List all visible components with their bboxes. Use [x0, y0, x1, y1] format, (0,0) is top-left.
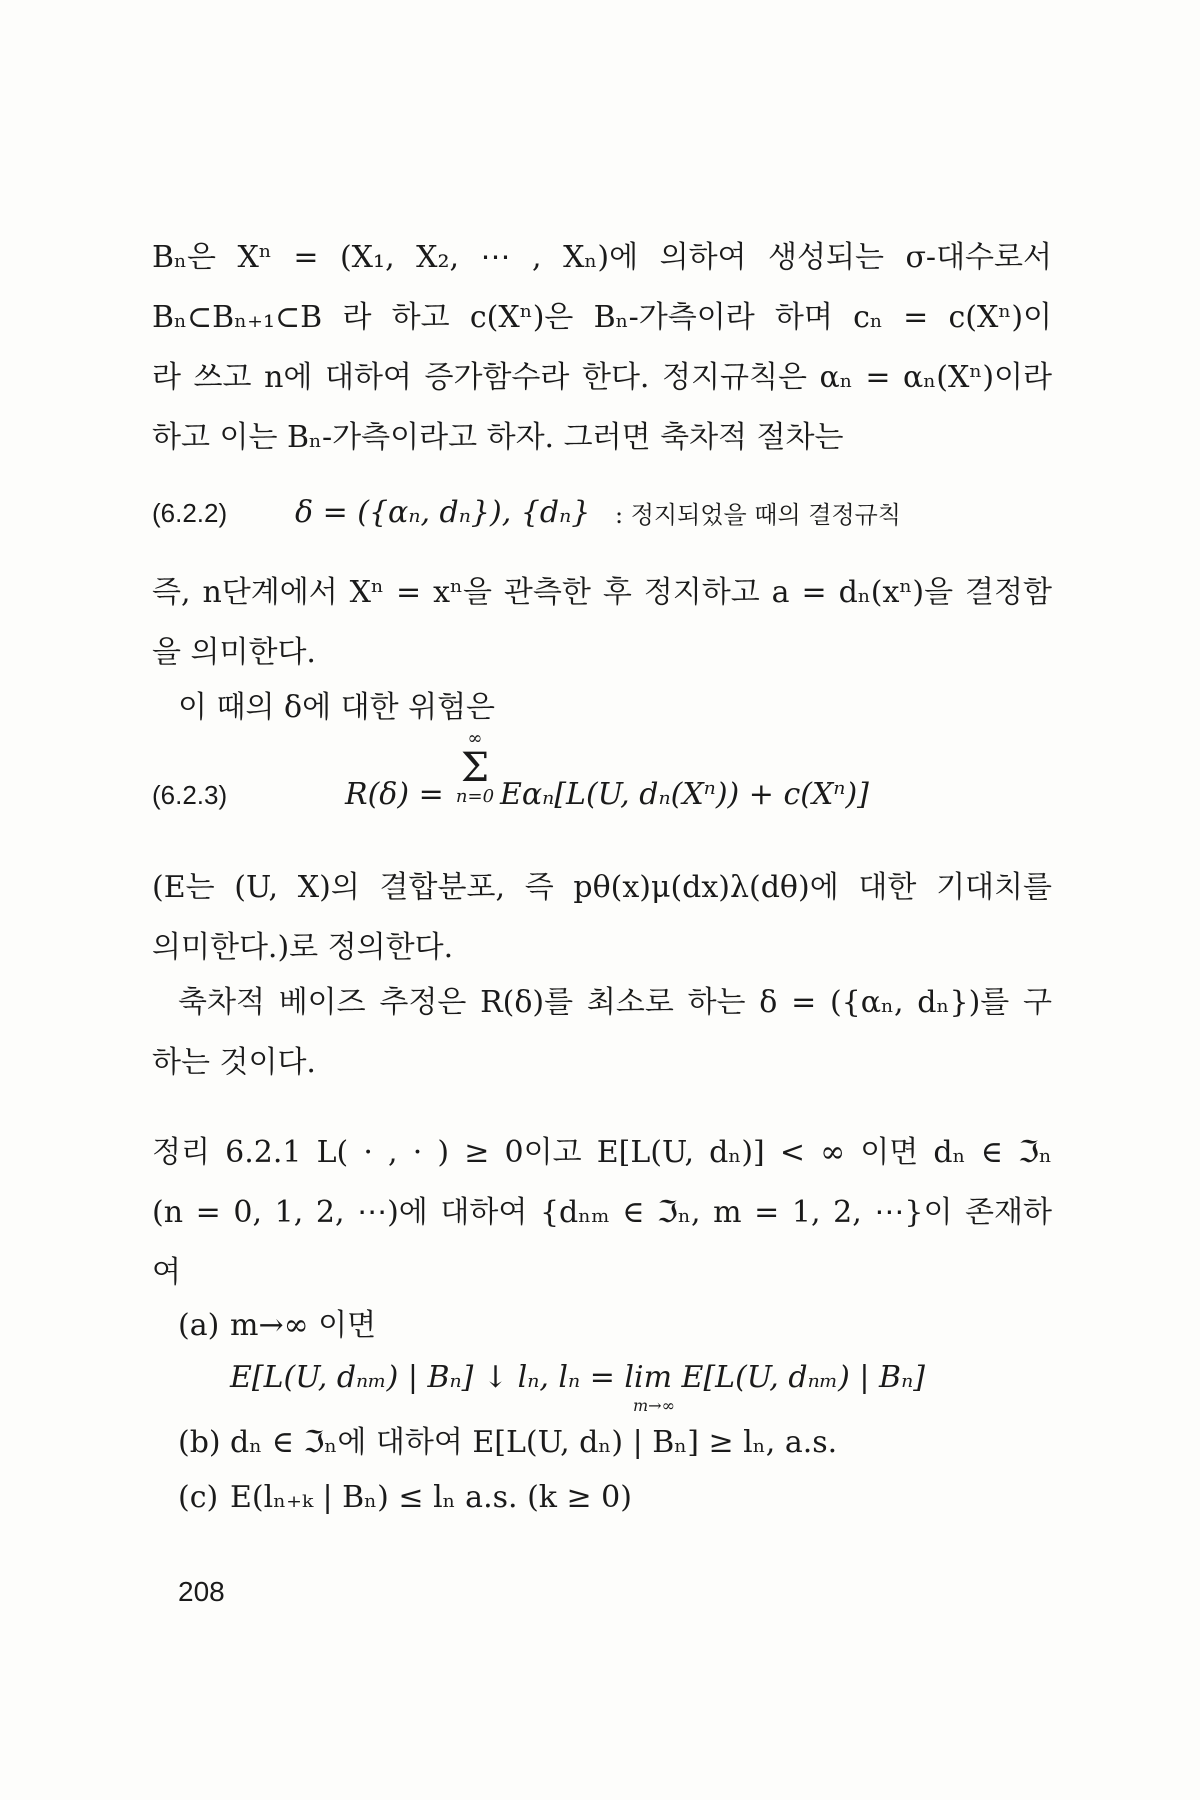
item-b-label: (b) [178, 1425, 221, 1460]
equation-6-2-2-note: : 정지되었을 때의 결정규칙 [615, 501, 901, 529]
equation-6-2-3-rhs: Eαₙ[L(U, dₙ(Xⁿ)) + c(Xⁿ)] [500, 777, 869, 812]
equation-number-6-2-2: (6.2.2) [152, 498, 228, 528]
paragraph-2-line-1: 즉, n단계에서 Xⁿ = xⁿ을 관측한 후 정지하고 a = dₙ(xⁿ)을 결정함 [152, 575, 1052, 610]
summation [455, 730, 495, 806]
paragraph-3-line-2: 의미한다.)로 정의한다. [152, 930, 454, 965]
paragraph-1-line-3: 라 쓰고 n에 대하여 증가함수라 한다. 정지규칙은 αₙ = αₙ(Xⁿ)이라 [152, 360, 1052, 395]
theorem-line-2: (n = 0, 1, 2, ⋯)에 대하여 {dₙₘ ∈ ℑₙ, m = 1, 2, ⋯}이 존재하 [152, 1195, 1052, 1230]
paragraph-2-line-3: 이 때의 δ에 대한 위험은 [178, 690, 496, 725]
paragraph-3-line-3: 축차적 베이즈 추정은 R(δ)를 최소로 하는 δ = ({αₙ, dₙ})를 구 [178, 985, 1052, 1020]
item-b-text: dₙ ∈ ℑₙ에 대하여 E[L(U, dₙ) | Bₙ] ≥ lₙ, a.s. [230, 1425, 838, 1460]
item-c-label: (c) [178, 1480, 219, 1515]
equation-6-2-2-body: δ = ({αₙ, dₙ}), {dₙ} [295, 495, 591, 530]
equation-6-2-3-lhs: R(δ) = [345, 777, 444, 812]
equation-number-6-2-3: (6.2.3) [152, 780, 228, 810]
summation-upper-limit: ∞ [467, 728, 483, 749]
paragraph-3-line-1: (E는 (U, X)의 결합분포, 즉 pθ(x)μ(dx)λ(dθ)에 대한 기대치를 [152, 870, 1052, 905]
theorem-line-3: 여 [152, 1255, 181, 1290]
paragraph-1-line-2: Bₙ⊂Bₙ₊₁⊂B 라 하고 c(Xⁿ)은 Bₙ-가측이라 하며 cₙ = c(Xⁿ)이 [152, 300, 1052, 335]
item-a-text: m→∞ 이면 [230, 1308, 377, 1343]
item-a-label: (a) [178, 1308, 220, 1343]
paragraph-2-line-2: 을 의미한다. [152, 635, 316, 670]
summation-lower-limit: n=0 [455, 786, 495, 807]
paragraph-1-line-4: 하고 이는 Bₙ-가측이라고 하자. 그러면 축차적 절차는 [152, 420, 844, 455]
theorem-line-1: 정리 6.2.1 L( · , · ) ≥ 0이고 E[L(U, dₙ)] < ∞ 이면 dₙ ∈ ℑₙ [152, 1135, 1052, 1170]
paragraph-1-line-1: Bₙ은 Xⁿ = (X₁, X₂, ⋯ , Xₙ)에 의하여 생성되는 σ-대수로서 [152, 240, 1052, 275]
paragraph-3-line-4: 하는 것이다. [152, 1045, 316, 1080]
item-a-formula: E[L(U, dₙₘ) | Bₙ] ↓ lₙ, lₙ = lim E[L(U, dₙₘ) | Bₙ] [230, 1360, 925, 1395]
item-a-limit-subscript: m→∞ [633, 1396, 675, 1415]
item-c-text: E(lₙ₊ₖ | Bₙ) ≤ lₙ a.s. (k ≥ 0) [230, 1480, 632, 1515]
summation-symbol: Σ [460, 745, 490, 791]
page-number: 208 [178, 1576, 225, 1607]
